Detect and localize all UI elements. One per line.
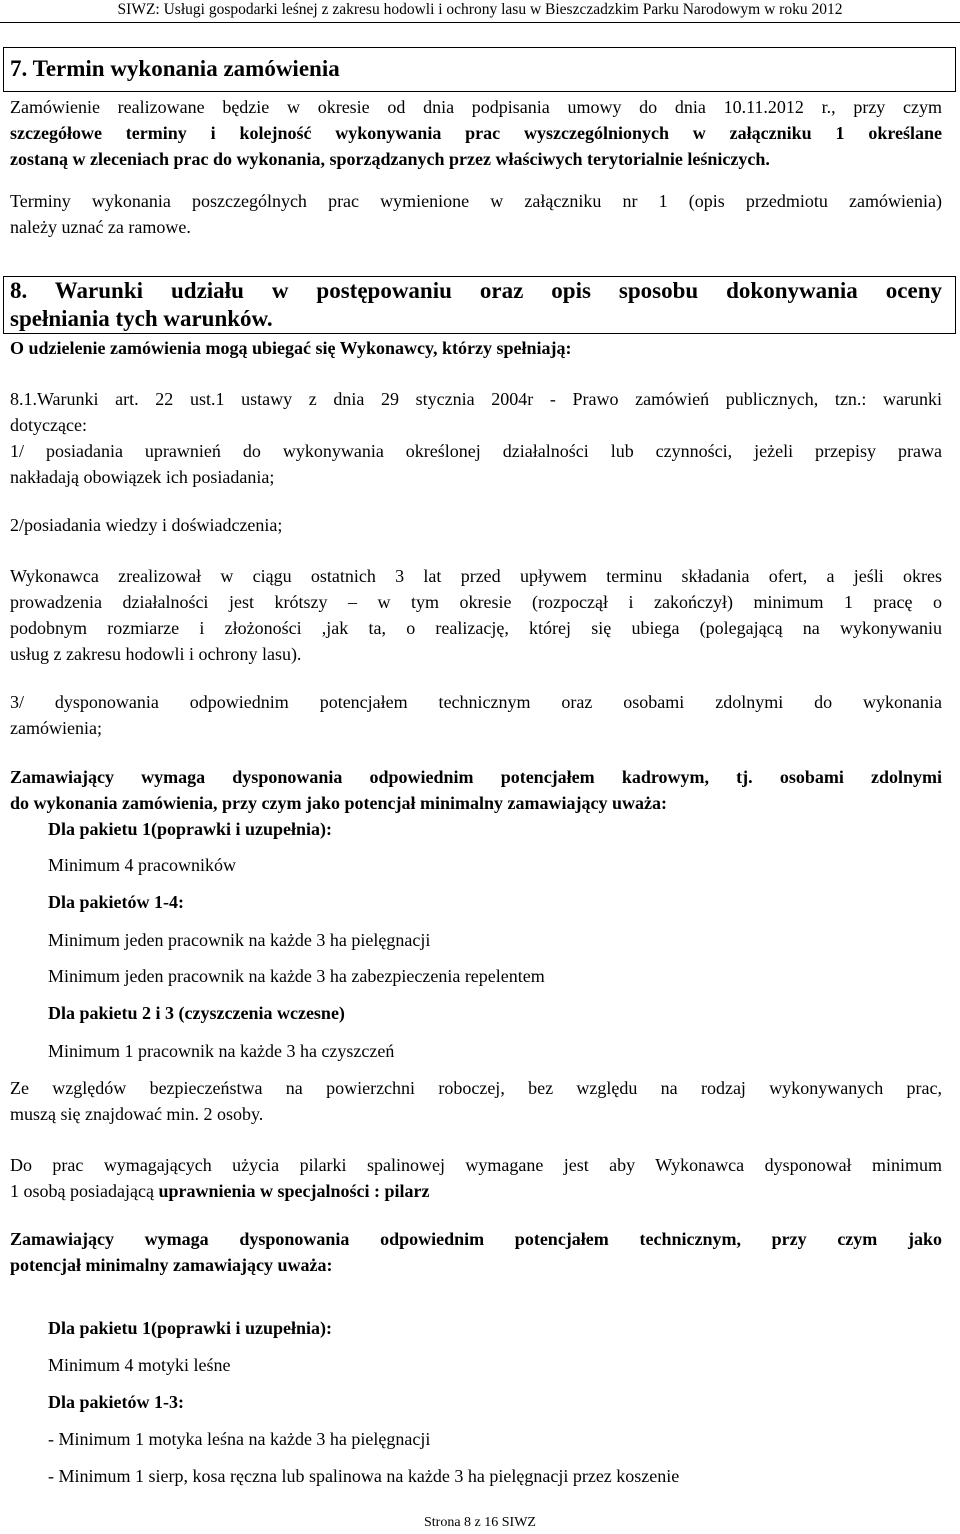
staff-packages-1-4-heading: Dla pakietów 1-4: bbox=[48, 892, 184, 912]
s7-line-4: Terminy wykonania poszczególnych prac wymienione w załączniku nr 1 (opis przedmiotu zamówienia) bbox=[10, 191, 942, 211]
s8-p6-line-2: do wykonania zamówienia, przy czym jako potencjał minimalny zamawiający uważa: bbox=[10, 793, 667, 813]
section-8-title-line-1: 8. Warunki udziału w postępowaniu oraz opis sposobu dokonywania oceny bbox=[10, 278, 942, 303]
staff-packages-1-4-value-2: Minimum jeden pracownik na każde 3 ha zabezpieczenia repelentem bbox=[48, 966, 545, 986]
s8-p5-line-2: zamówienia; bbox=[10, 718, 102, 738]
s8-intro: O udzielenie zamówienia mogą ubiegać się Wykonawcy, którzy spełniają: bbox=[10, 338, 572, 358]
tech-packages-1-3-value-2: - Minimum 1 sierp, kosa ręczna lub spalinowa na każde 3 ha pielęgnacji przez koszenie bbox=[48, 1466, 680, 1486]
s8-p6-line-1: Zamawiający wymaga dysponowania odpowiednim potencjałem kadrowym, tj. osobami zdolnymi bbox=[10, 767, 942, 787]
s8-p2-line-2: nakładają obowiązek ich posiadania; bbox=[10, 467, 275, 487]
staff-package-1-value: Minimum 4 pracowników bbox=[48, 855, 236, 875]
page-footer: Strona 8 z 16 SIWZ bbox=[424, 1515, 536, 1530]
section-8-title-line-2: spełniania tych warunków. bbox=[10, 306, 273, 331]
section-7-title: 7. Termin wykonania zamówienia bbox=[10, 56, 340, 81]
staff-packages-2-3-value: Minimum 1 pracownik na każde 3 ha czyszczeń bbox=[48, 1041, 395, 1061]
s7-line-5: należy uznać za ramowe. bbox=[10, 217, 191, 237]
s8-p8-line-2 bbox=[10, 1180, 429, 1202]
s8-p1-line-1: 8.1.Warunki art. 22 ust.1 ustawy z dnia 29 stycznia 2004r - Prawo zamówień publicznych, tzn.: warunki bbox=[10, 389, 942, 409]
s8-p7-line-1: Ze względów bezpieczeństwa na powierzchni roboczej, bez względu na rodzaj wykonywanych prac, bbox=[10, 1078, 942, 1098]
staff-packages-1-4-value-1: Minimum jeden pracownik na każde 3 ha pielęgnacji bbox=[48, 930, 431, 950]
s8-p4-line-4: usług z zakresu hodowli i ochrony lasu). bbox=[10, 644, 302, 664]
page-header: SIWZ: Usługi gospodarki leśnej z zakresu hodowli i ochrony lasu w Bieszczadzkim Parku Narodowym w roku 2012 bbox=[0, 0, 960, 23]
s8-p8-line-2-bold: uprawnienia w specjalności : pilarz bbox=[158, 1181, 430, 1201]
staff-packages-2-3-heading: Dla pakietu 2 i 3 (czyszczenia wczesne) bbox=[48, 1003, 345, 1023]
tech-package-1-value: Minimum 4 motyki leśne bbox=[48, 1355, 231, 1375]
s8-p8-line-2-plain: 1 osobą posiadającą bbox=[10, 1181, 159, 1201]
s8-p5-line-1: 3/ dysponowania odpowiednim potencjałem technicznym oraz osobami zdolnymi do wykonania bbox=[10, 692, 942, 712]
tech-packages-1-3-value-1: - Minimum 1 motyka leśna na każde 3 ha pielęgnacji bbox=[48, 1429, 431, 1449]
s8-p7-line-2: muszą się znajdować min. 2 osoby. bbox=[10, 1104, 264, 1124]
s8-p8-line-1: Do prac wymagających użycia pilarki spalinowej wymagane jest aby Wykonawca dysponował minimum bbox=[10, 1155, 942, 1175]
s8-p1-line-2: dotyczące: bbox=[10, 415, 87, 435]
s7-line-3: zostaną w zleceniach prac do wykonania, sporządzanych przez właściwych terytorialnie leśniczych. bbox=[10, 149, 770, 169]
tech-package-1-heading: Dla pakietu 1(poprawki i uzupełnia): bbox=[48, 1318, 333, 1338]
s8-p2-line-1: 1/ posiadania uprawnień do wykonywania określonej działalności lub czynności, jeżeli przepisy prawa bbox=[10, 441, 942, 461]
s8-p3: 2/posiadania wiedzy i doświadczenia; bbox=[10, 515, 283, 535]
s7-line-1: Zamówienie realizowane będzie w okresie od dnia podpisania umowy do dnia 10.11.2012 r., przy czym bbox=[10, 97, 942, 117]
s8-p4-line-1: Wykonawca zrealizował w ciągu ostatnich 3 lat przed upływem terminu składania ofert, a jeśli okres bbox=[10, 566, 942, 586]
s8-p9-line-1: Zamawiający wymaga dysponowania odpowiednim potencjałem technicznym, przy czym jako bbox=[10, 1229, 942, 1249]
staff-package-1-heading: Dla pakietu 1(poprawki i uzupełnia): bbox=[48, 819, 333, 839]
s8-p4-line-2: prowadzenia działalności jest krótszy – w tym okresie (rozpoczął i zakończył) minimum 1 pracę o bbox=[10, 592, 942, 612]
s8-p4-line-3: podobnym rozmiarze i złożoności ,jak ta, o realizację, której się ubiega (polegającą na wykonywaniu bbox=[10, 618, 942, 638]
s8-p9-line-2: potencjał minimalny zamawiający uważa: bbox=[10, 1255, 333, 1275]
s7-line-2: szczegółowe terminy i kolejność wykonywania prac wyszczególnionych w załączniku 1 określane bbox=[10, 123, 942, 143]
tech-packages-1-3-heading: Dla pakietów 1-3: bbox=[48, 1392, 184, 1412]
